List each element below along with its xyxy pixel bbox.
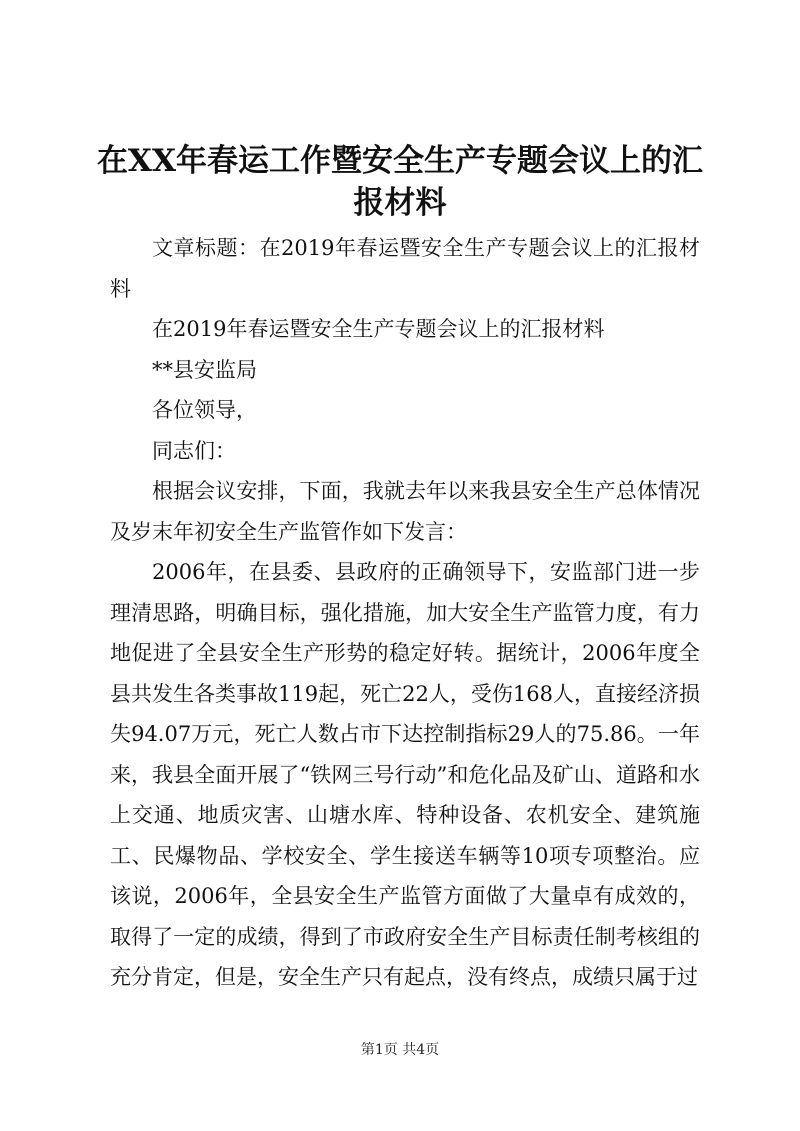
page-footer: 第1页 共4页 bbox=[360, 1042, 440, 1058]
document-body bbox=[110, 228, 700, 998]
intro-paragraph: 根据会议安排，下面，我就去年以来我县安全生产总体情况及岁末年初安全生产监管作如下发言： bbox=[110, 479, 700, 544]
article-title-paragraph: 文章标题：在2019年春运暨安全生产专题会议上的汇报材料 bbox=[110, 236, 700, 301]
summary-paragraph: 2006年，在县委、县政府的正确领导下，安监部门进一步理清思路，明确目标，强化措施，加大安全生产监管力度，有力地促进了全县安全生产形势的稳定好转。据统计，2006年度全县共发生各类事故119起，死亡22人，受伤168人，直接经济损失94.07万元，死亡人数占市下达控制指标29人的75.86。一年来，我县全面开展了“铁网三号行动”和危化品及矿山、道路和水上交通、地质灾害、山塘水库、特种设备、农机安全、建筑施工、民爆物品、学校安全、学生接送车辆等10项专项整治。应该说，2006年，全县安全生产监管方面做了大量卓有成效的，取得了一定的成绩，得到了市政府安全生产目标责任制考核组的充分肯定，但是，安全生产只有起点，没有终点，成绩只属于过 bbox=[110, 560, 700, 989]
report-title-paragraph: 在2019年春运暨安全生产专题会议上的汇报材料 bbox=[152, 317, 605, 341]
salutation-comrades: 同志们： bbox=[152, 438, 236, 463]
title-line-1: 在XX年春运工作暨安全生产专题会议上的汇 bbox=[96, 143, 704, 179]
salutation-leaders: 各位领导， bbox=[152, 398, 257, 422]
document-title bbox=[90, 140, 710, 224]
author-paragraph: **县安监局 bbox=[152, 357, 257, 382]
title-line-2: 报材料 bbox=[353, 185, 447, 221]
